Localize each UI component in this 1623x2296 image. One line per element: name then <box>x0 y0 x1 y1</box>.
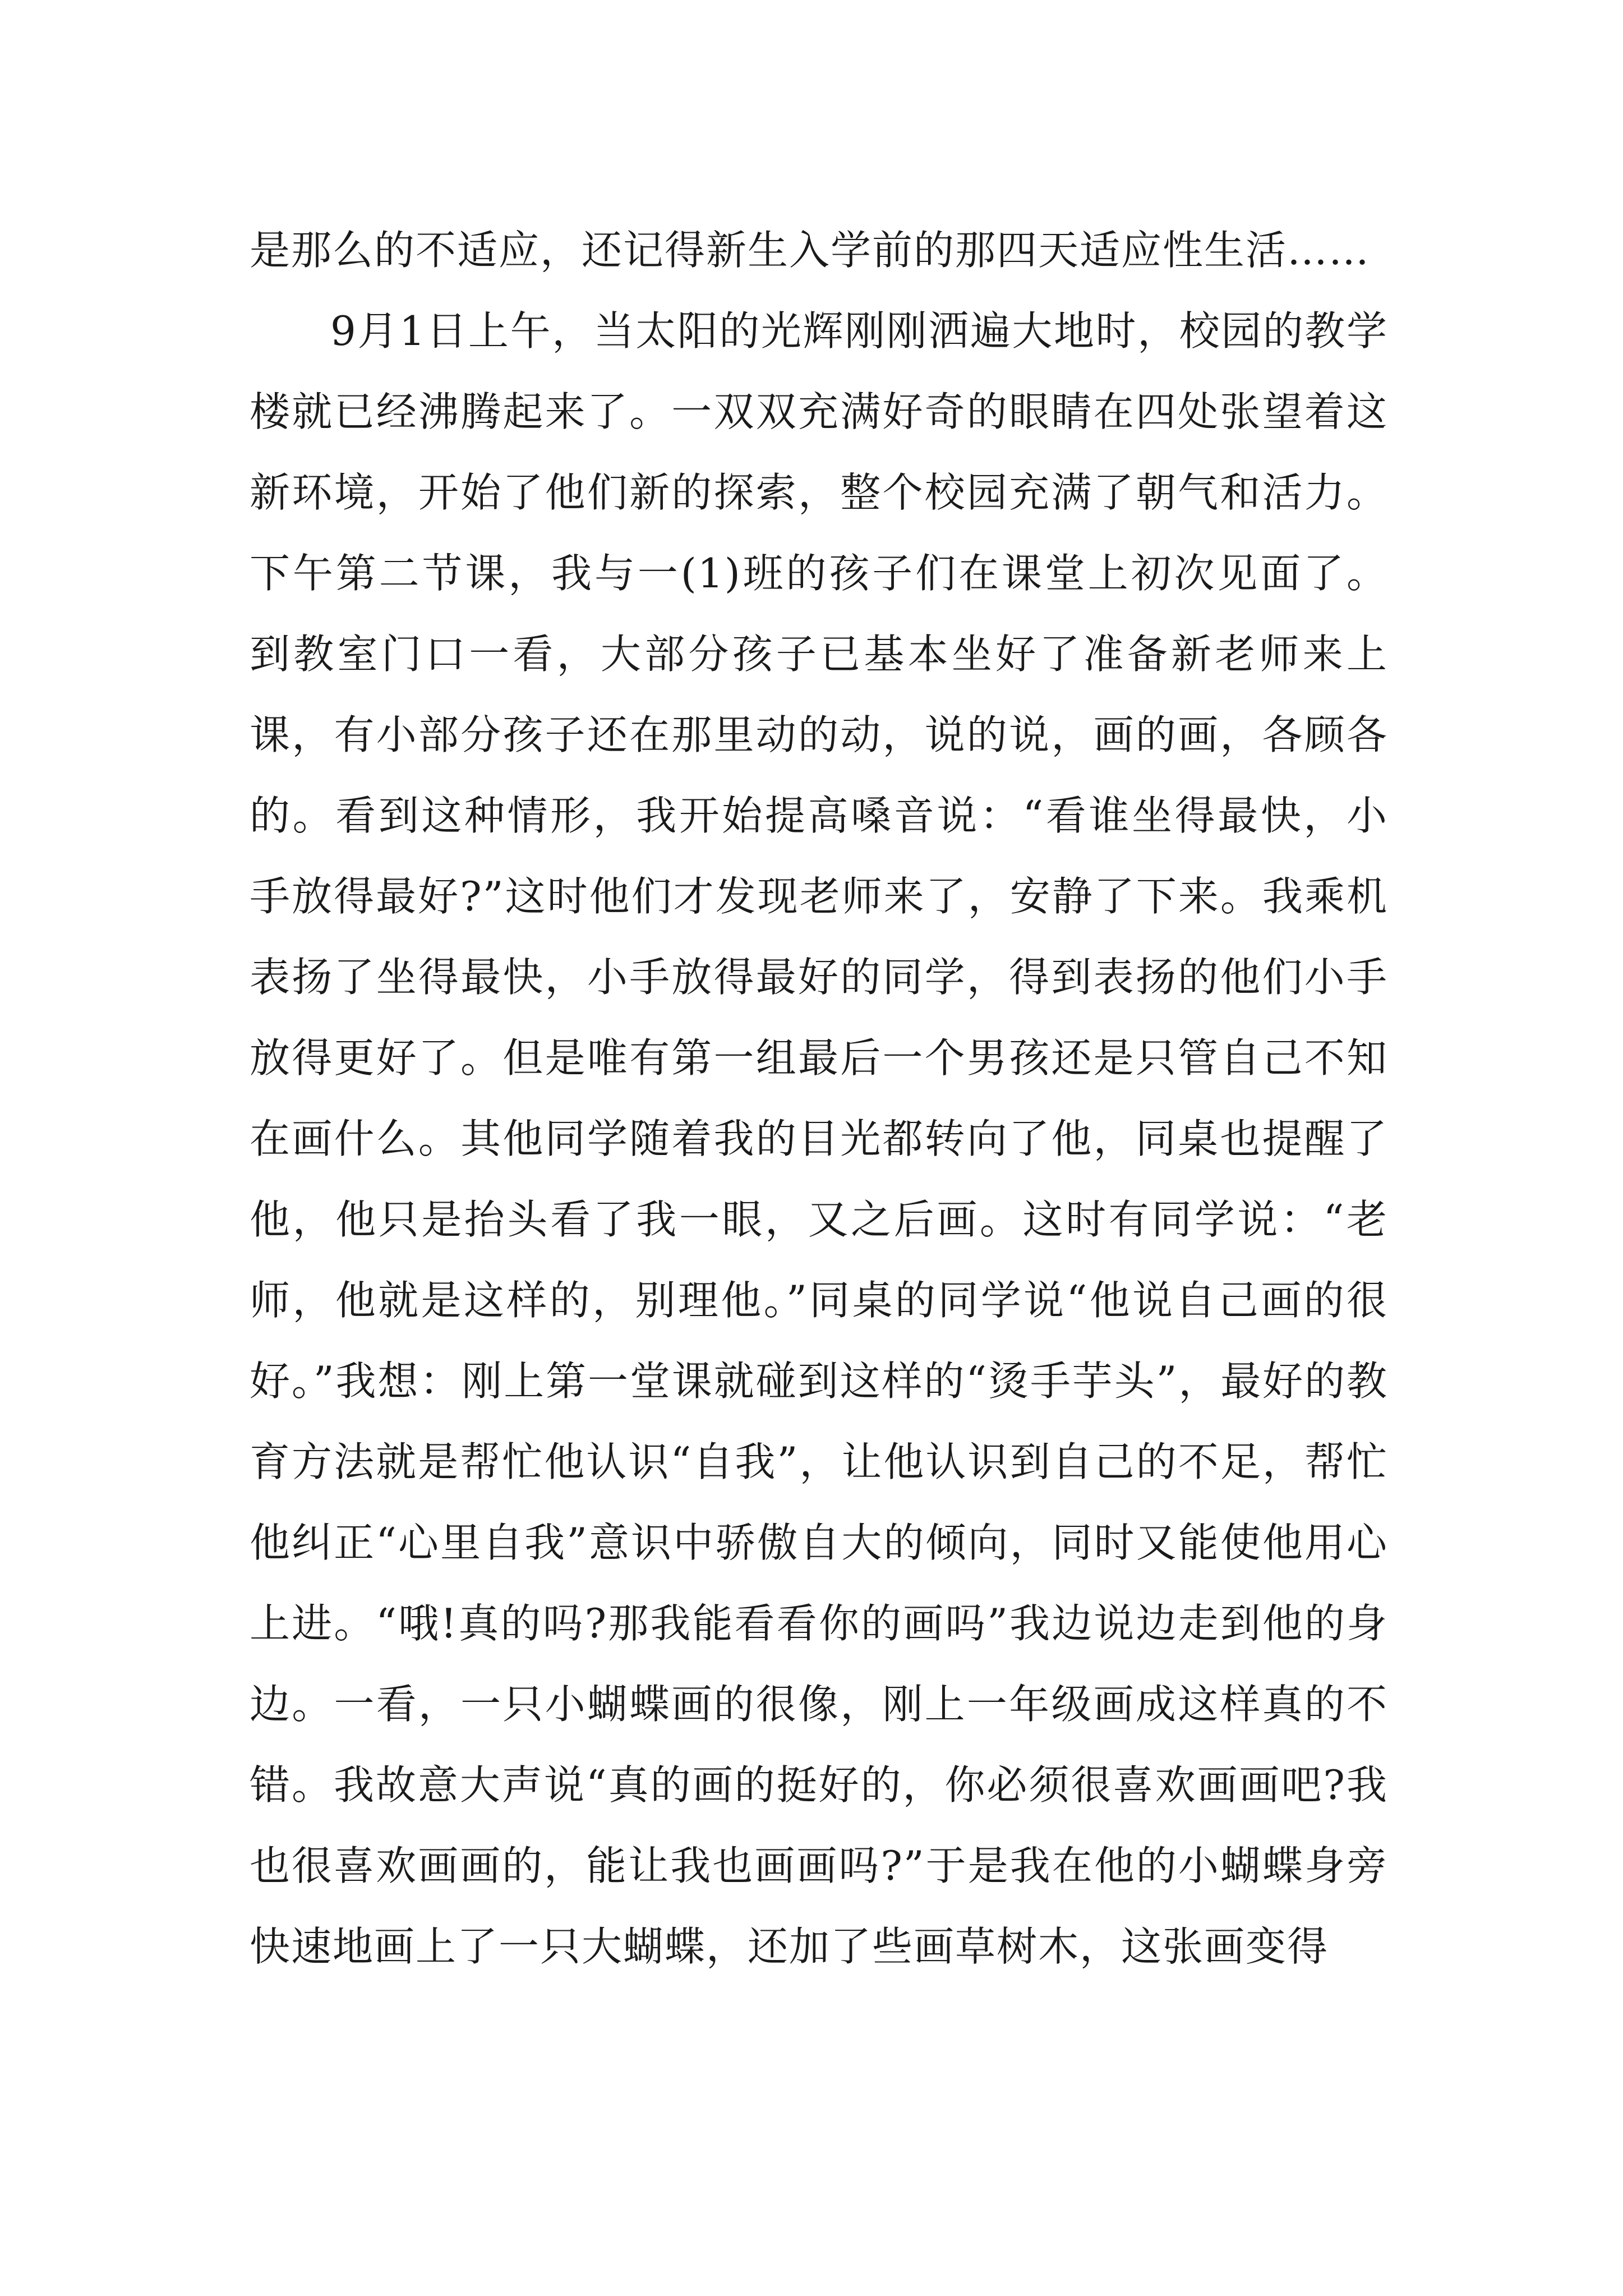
paragraph-continuation: 是那么的不适应，还记得新生入学前的那四天适应性生活…… <box>250 227 1371 274</box>
body-text <box>250 210 1388 1987</box>
paragraph-first-day: 9月1日上午，当太阳的光辉刚刚洒遍大地时，校园的教学楼就已经沸腾起来了。一双双充满好奇的眼睛在四处张望着这新环境，开始了他们新的探索，整个校园充满了朝气和活力。下午第二节课，我与一(1)班的孩子们在课堂上初次见面了。到教室门口一看，大部分孩子已基本坐好了准备新老师来上课，有小部分孩子还在那里动的动，说的说，画的画，各顾各的。看到这种情形，我开始提高嗓音说：“看谁坐得最快，小手放得最好?”这时他们才发现老师来了，安静了下来。我乘机表扬了坐得最快，小手放得最好的同学，得到表扬的他们小手放得更好了。但是唯有第一组最后一个男孩还是只管自己不知在画什么。其他同学随着我的目光都转向了他，同桌也提醒了他，他只是抬头看了我一眼，又之后画。这时有同学说：“老师，他就是这样的，别理他。”同桌的同学说“他说自己画的很好。”我想：刚上第一堂课就碰到这样的“烫手芋头”，最好的教育方法就是帮忙他认识“自我”，让他认识到自己的不足，帮忙他纠正“心里自我”意识中骄傲自大的倾向，同时又能使他用心上进。“哦!真的吗?那我能看看你的画吗”我边说边走到他的身边。一看，一只小蝴蝶画的很像，刚上一年级画成这样真的不错。我故意大声说“真的画的挺好的，你必须很喜欢画画吧?我也很喜欢画画的，能让我也画画吗?”于是我在他的小蝴蝶身旁快速地画上了一只大蝴蝶，还加了些画草树木，这张画变得 <box>250 307 1388 1970</box>
